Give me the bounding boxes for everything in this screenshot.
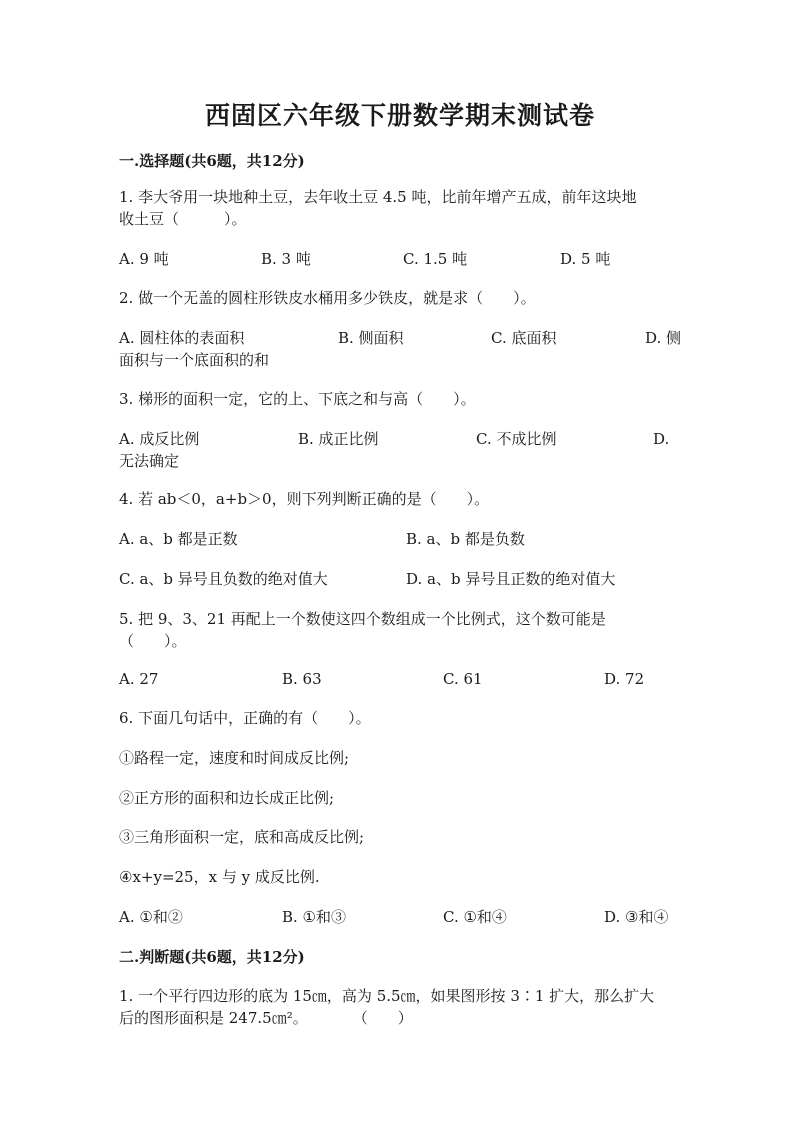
question-3-stem: 3. 梯形的面积一定，它的上、下底之和与高（ ）。 xyxy=(119,390,476,408)
question-5-option-c: C. 61 xyxy=(443,670,483,688)
question-3-option-b: B. 成正比例 xyxy=(298,430,379,448)
question-5-option-a: A. 27 xyxy=(119,670,159,688)
question-1-stem-line2: 收土豆（ ）。 xyxy=(119,210,247,228)
question-2-option-c: C. 底面积 xyxy=(491,329,557,347)
question-1-option-c: C. 1.5 吨 xyxy=(403,250,468,268)
question-3-option-c: C. 不成比例 xyxy=(476,430,557,448)
question-6-stem: 6. 下面几句话中，正确的有（ ）。 xyxy=(119,709,371,727)
question-4-option-a: A. a、b 都是正数 xyxy=(119,530,238,548)
question-2-stem: 2. 做一个无盖的圆柱形铁皮水桶用多少铁皮，就是求（ ）。 xyxy=(119,289,536,307)
question-6-option-b: B. ①和③ xyxy=(282,908,347,926)
question-4-stem: 4. 若 ab＜0，a+b＞0，则下列判断正确的是（ ）。 xyxy=(119,490,490,508)
judgement-question-1-line1: 1. 一个平行四边形的底为 15㎝，高为 5.5㎝，如果图形按 3∶1 扩大，那么扩大 xyxy=(119,987,655,1005)
question-2-option-d-continued: 面积与一个底面积的和 xyxy=(119,351,270,369)
judgement-question-1-line2: 后的图形面积是 247.5㎝²。 （ ） xyxy=(119,1009,413,1027)
question-6-option-d: D. ③和④ xyxy=(604,908,669,926)
question-6-statement-1: ①路程一定，速度和时间成反比例; xyxy=(119,749,350,767)
section-heading-choice: 一.选择题(共6题，共12分) xyxy=(119,152,305,170)
question-6-statement-2: ②正方形的面积和边长成正比例; xyxy=(119,789,335,807)
question-3-option-d: D. xyxy=(653,430,670,448)
question-4-option-d: D. a、b 异号且正数的绝对值大 xyxy=(406,570,616,588)
question-3-option-a: A. 成反比例 xyxy=(119,430,200,448)
question-6-statement-3: ③三角形面积一定，底和高成反比例; xyxy=(119,828,365,846)
question-4-option-c: C. a、b 异号且负数的绝对值大 xyxy=(119,570,328,588)
question-1-option-d: D. 5 吨 xyxy=(560,250,611,268)
page-title: 西固区六年级下册数学期末测试卷 xyxy=(204,101,595,130)
question-1-option-a: A. 9 吨 xyxy=(119,250,169,268)
question-6-option-c: C. ①和④ xyxy=(443,908,507,926)
question-5-stem-line2: （ ）。 xyxy=(119,632,187,650)
question-5-stem-line1: 5. 把 9、3、21 再配上一个数使这四个数组成一个比例式，这个数可能是 xyxy=(119,610,606,628)
question-2-option-b: B. 侧面积 xyxy=(338,329,404,347)
question-6-option-a: A. ①和② xyxy=(119,908,183,926)
question-2-option-d: D. 侧 xyxy=(645,329,682,347)
question-1-option-b: B. 3 吨 xyxy=(261,250,311,268)
question-3-option-d-continued: 无法确定 xyxy=(119,452,180,470)
question-1-stem-line1: 1. 李大爷用一块地种土豆，去年收土豆 4.5 吨，比前年增产五成，前年这块地 xyxy=(119,188,637,206)
question-6-statement-4: ④x+y=25，x 与 y 成反比例. xyxy=(119,868,320,886)
section-heading-judgement: 二.判断题(共6题，共12分) xyxy=(119,948,305,966)
question-4-option-b: B. a、b 都是负数 xyxy=(406,530,525,548)
question-5-option-b: B. 63 xyxy=(282,670,322,688)
question-5-option-d: D. 72 xyxy=(604,670,645,688)
question-2-option-a: A. 圆柱体的表面积 xyxy=(119,329,245,347)
